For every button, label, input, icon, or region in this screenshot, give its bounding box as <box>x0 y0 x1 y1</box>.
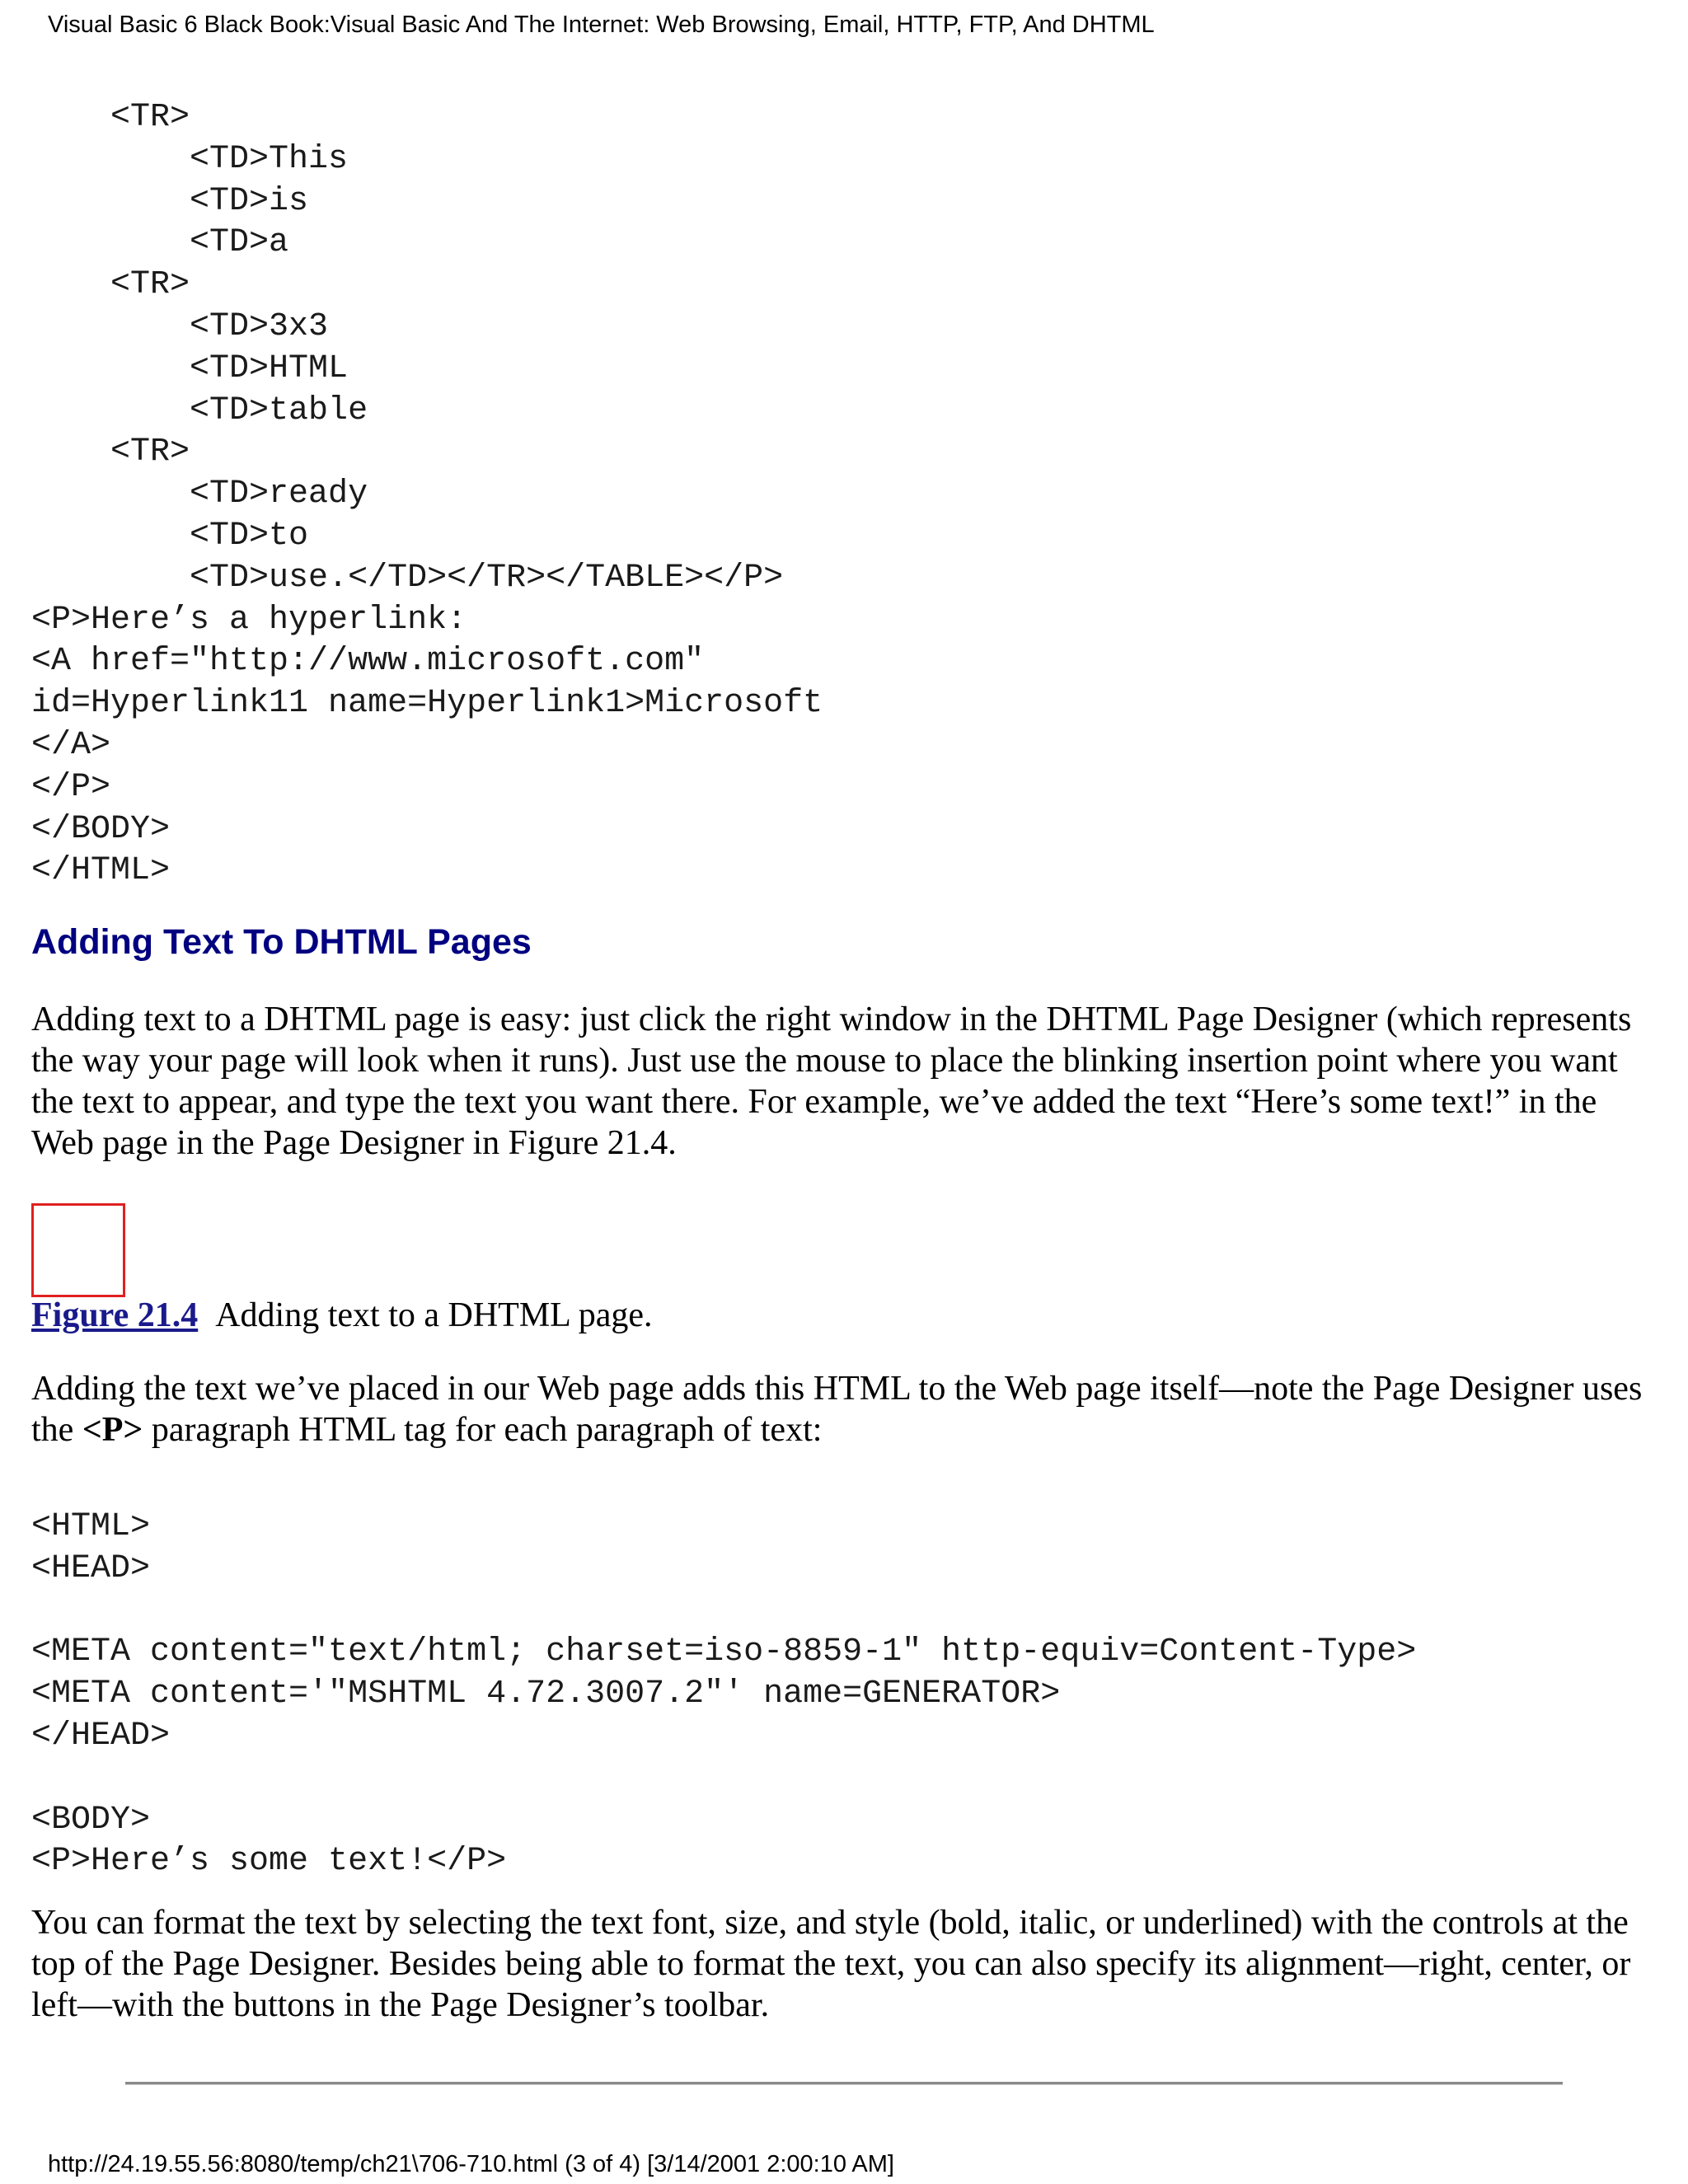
figure-caption-text: Adding text to a DHTML page. <box>215 1296 653 1334</box>
footer-divider <box>125 2082 1563 2085</box>
paragraph-text-after: paragraph HTML tag for each paragraph of text: <box>143 1411 823 1449</box>
html-explanation-paragraph <box>31 1368 1659 1451</box>
code-block-table: <TR> <TD>This <TD>is <TD>a <TR> <TD>3x3 <TD>HTML <TD>table <TR> <TD>ready <TD>to <TD>use.</TD></TR></TABLE></P> <P>Here’s a hyperlink: <A href="http://www.microsoft.com" id=Hyperlink11 name=Hyperlink1>Microsoft </A> </P> </BODY> </HTML> <box>31 99 823 890</box>
section-heading: Adding Text To DHTML Pages <box>31 922 532 962</box>
page-header-title: Visual Basic 6 Black Book:Visual Basic And The Internet: Web Browsing, Email, HTTP, FTP, And DHTML <box>48 12 1155 38</box>
intro-paragraph: Adding text to a DHTML page is easy: just click the right window in the DHTML Page Designer (which represents the way your page will look when it runs). Just use the mouse to place the blinking insertion point where you want the text to appear, and type the text you want there. For example, we’ve added the text “Here’s some text!” in the Web page in the Page Designer in Figure 21.4. <box>31 1001 1632 1162</box>
footer-url: http://24.19.55.56:8080/temp/ch21\706-710.html (3 of 4) [3/14/2001 2:00:10 AM] <box>48 2151 894 2177</box>
p-tag-bold: <P> <box>82 1411 143 1449</box>
paragraph-text-before: Adding the text we’ve placed in our Web page adds this HTML to the Web page itself—note the Page Designer uses the <box>31 1370 1643 1449</box>
formatting-paragraph: You can format the text by selecting the text font, size, and style (bold, italic, or underlined) with the controls at the top of the Page Designer. Besides being able to format the text, you can also specify its alignment—right, center, or left—with the buttons in the Page Designer’s toolbar. <box>31 1904 1631 2024</box>
code-block-html-output: <HTML> <HEAD> <META content="text/html; charset=iso-8859-1" http-equiv=Content-Type> <META content='"MSHTML 4.72.3007.2"' name=GENERATOR> </HEAD> <BODY> <P>Here’s some text!</P> <box>31 1508 1417 1881</box>
figure-caption <box>31 1294 653 1337</box>
figure-image-placeholder <box>31 1203 125 1297</box>
figure-21-4-link[interactable]: Figure 21.4 <box>31 1296 199 1334</box>
